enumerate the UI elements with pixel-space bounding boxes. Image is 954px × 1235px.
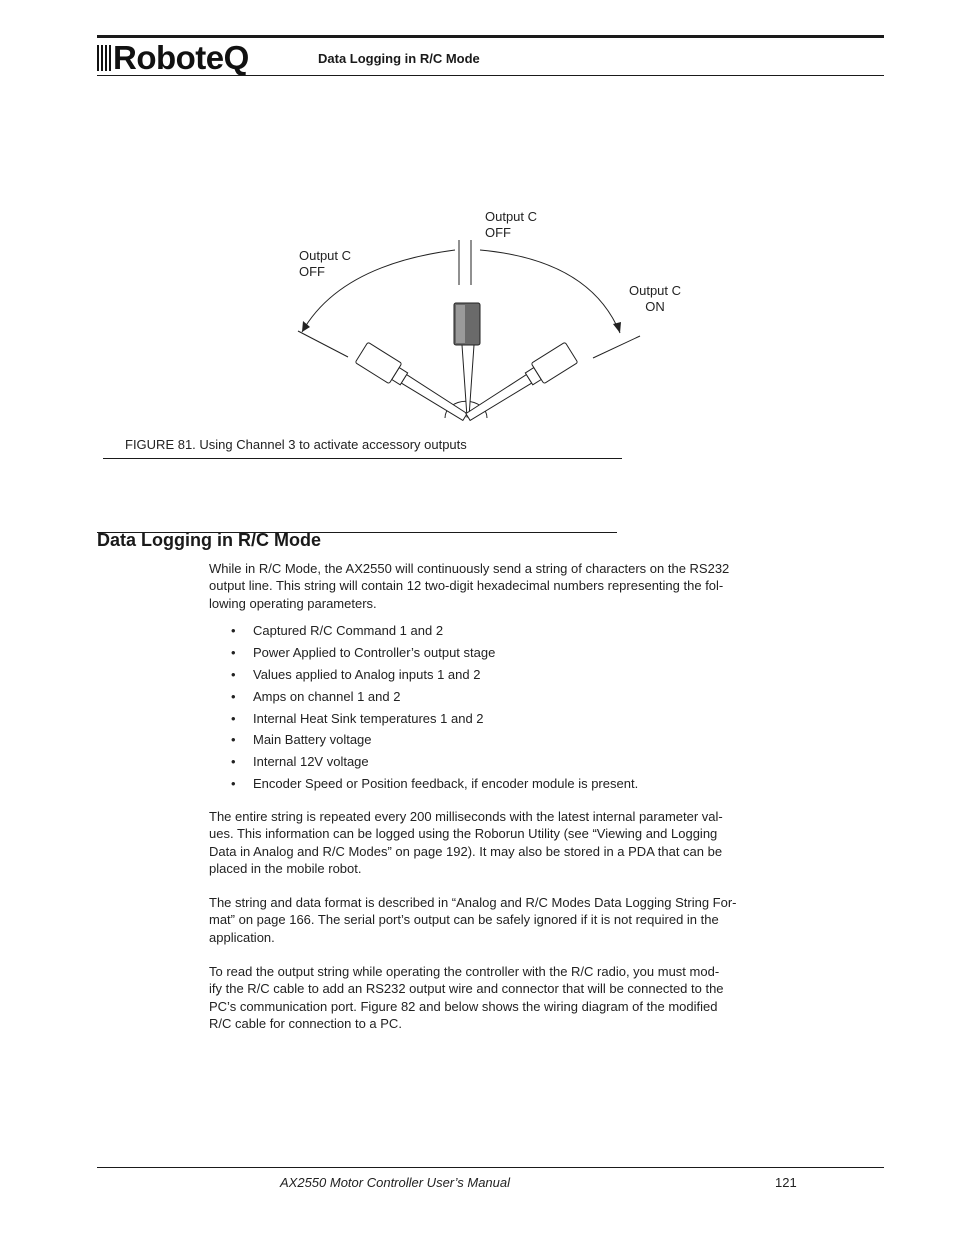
list-item: • Power Applied to Controller’s output stage xyxy=(231,642,638,664)
bullet-icon: • xyxy=(231,732,236,748)
header-top-rule xyxy=(97,35,884,38)
logo-wordmark: RoboteQ xyxy=(113,38,249,76)
section-heading: Data Logging in R/C Mode xyxy=(97,530,321,550)
center-stick xyxy=(454,303,480,417)
footer-manual-title: AX2550 Motor Controller User’s Manual xyxy=(280,1175,511,1190)
list-item: • Captured R/C Command 1 and 2 xyxy=(231,620,638,642)
bullet-icon: • xyxy=(231,666,236,682)
right-arc-arrowhead xyxy=(613,322,621,333)
list-item: • Values applied to Analog inputs 1 and 2 xyxy=(231,664,638,686)
footer-rule xyxy=(97,1167,884,1168)
left-stick xyxy=(355,342,471,427)
intro-paragraph: While in R/C Mode, the AX2550 will continuously send a string of characters on the RS232 output line. This string will contain 12 two-digit hexadecimal numbers representing the fol- lowing operating parameters. xyxy=(209,561,730,611)
wiring-paragraph: To read the output string while operating the controller with the R/C radio, you must mod- ify the R/C cable to add an RS232 output wire and connector that will be connected to the PC’s communication port. Figure 82 and below shows the wiring diagram of the modified R/C cable for connection to a PC. xyxy=(209,964,724,1031)
right-tick xyxy=(593,336,640,358)
list-item: • Internal 12V voltage xyxy=(231,751,638,773)
bullet-icon: • xyxy=(231,623,236,638)
list-item: • Encoder Speed or Position feedback, if encoder module is present. xyxy=(231,773,638,795)
logo-stripes-icon xyxy=(97,42,113,72)
caption-rule xyxy=(103,458,622,459)
bullet-icon: • xyxy=(231,644,236,660)
left-tick xyxy=(298,331,348,357)
bullet-icon: • xyxy=(231,710,236,726)
list-item: • Amps on channel 1 and 2 xyxy=(231,686,638,708)
page-number: 121 xyxy=(775,1175,797,1190)
figure-caption: FIGURE 81. Using Channel 3 to activate accessory outputs xyxy=(125,437,467,452)
running-header-title: Data Logging in R/C Mode xyxy=(318,51,480,66)
left-arc-arrowhead xyxy=(302,321,310,332)
header-bottom-rule xyxy=(97,75,884,76)
bullet-icon: • xyxy=(231,754,236,770)
roboteq-logo xyxy=(97,40,249,74)
label-center-output: Output C OFF xyxy=(485,209,538,240)
list-item: • Main Battery voltage xyxy=(231,729,638,751)
bullet-icon: • xyxy=(231,688,236,704)
data-format-paragraph: The string and data format is described in “Analog and R/C Modes Data Logging String For- mat” on page 166. The serial port’s output can be safely ignored if it is not required in the application. xyxy=(209,895,737,945)
right-stick xyxy=(462,342,578,427)
list-item: • Internal Heat Sink temperatures 1 and 2 xyxy=(231,708,638,730)
label-left-output: Output C OFF xyxy=(299,248,352,279)
right-arc xyxy=(480,250,620,333)
bullet-icon: • xyxy=(231,776,236,792)
parameter-list xyxy=(231,620,638,795)
label-right-output: Output C ON xyxy=(628,283,682,314)
string-repeat-paragraph: The entire string is repeated every 200 milliseconds with the latest internal parameter val- ues. This information can be logged using the Roborun Utility (see “Viewing and Logging Data in Analog and R/C Modes” on page 192). It may also be stored in a PDA that can be placed in the mobile robot. xyxy=(209,809,723,876)
